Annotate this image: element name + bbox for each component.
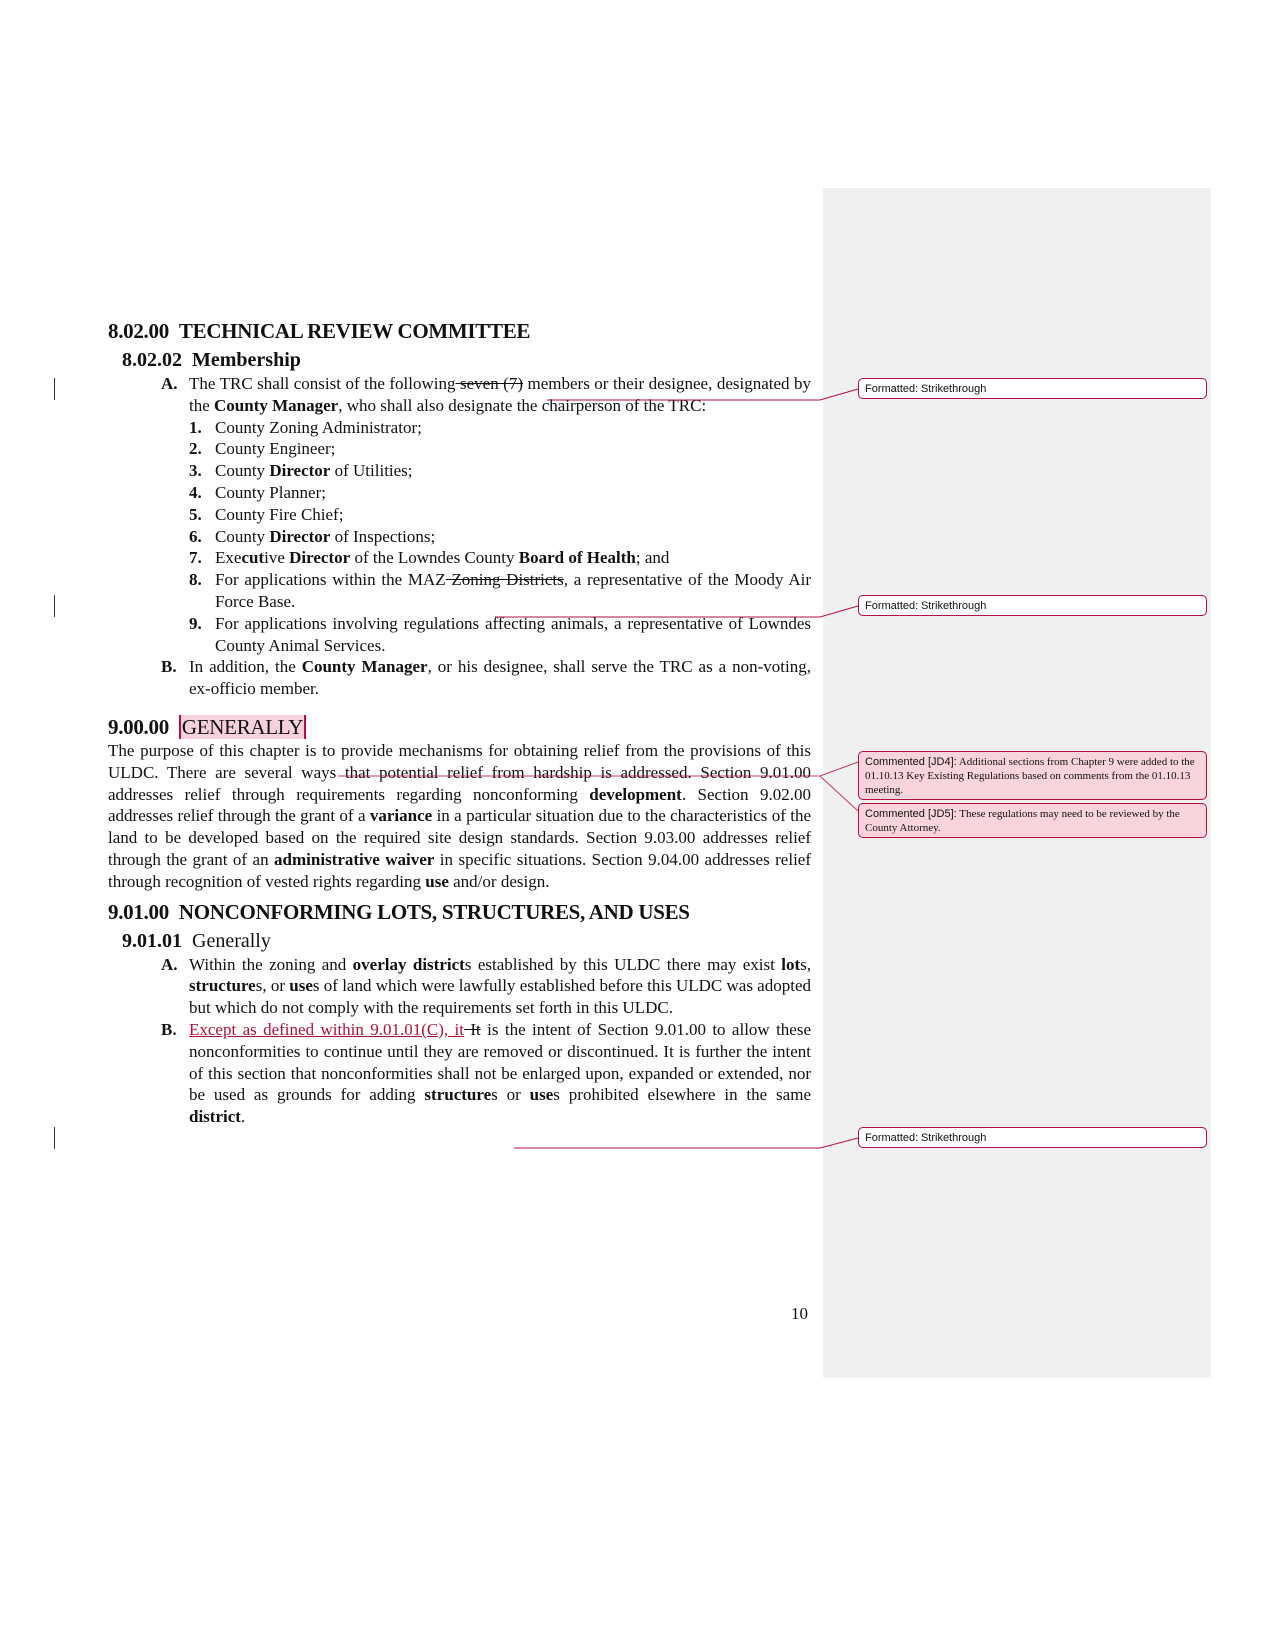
list-label: 2. [189,439,202,459]
list-item [189,438,811,460]
list-label: 6. [189,526,202,546]
section-heading [108,714,811,740]
text-run: , who shall also designate the chairperson of the TRC: [338,395,707,415]
text-run: . Section 9.02.00 addresses relief through the grant of a [108,784,811,826]
defined-term: use [529,1085,554,1105]
text-run: s, [800,954,812,974]
formatting-balloon[interactable] [858,378,1207,399]
paragraph [108,740,811,893]
text-run: s prohibited elsewhere in the same [553,1085,811,1105]
text-run: of the Lowndes County [350,548,519,568]
defined-term: Director [289,548,351,568]
list-item [161,1019,811,1128]
defined-term: development [589,784,682,804]
section-heading [122,928,811,954]
change-bar [54,1127,55,1149]
text-run: County Planner; [215,482,326,502]
list-label: 1. [189,417,202,437]
spacer [108,700,811,714]
list-item [189,460,811,482]
list-label: 7. [189,548,202,568]
text-run: County Fire Chief; [215,504,344,524]
comment-balloon-jd4[interactable] [858,751,1207,800]
balloon-tag: Formatted: [865,1132,919,1144]
text-run: . [240,1107,246,1127]
text-run: members or their designee, designated by the [189,374,811,415]
text-run: For applications within the MAZ [215,570,446,590]
list-label: A. [161,374,178,393]
text-run: , or his designee, shall serve the TRC as a non-voting, ex-officio member. [189,657,811,699]
comment-text: These regulations may need to be reviewed by the County Attorney. [865,808,1180,834]
section-heading [108,318,811,344]
deleted-text: Zoning Districts [445,570,564,590]
list-item [189,526,811,548]
deleted-text: It [464,1019,481,1039]
text-run: Exe [215,548,242,568]
comment-text: Additional sections from Chapter 9 were added to the 01.10.13 Key Existing Regulations based on comments from the 01.10.13 meeting. [865,756,1195,796]
list-label: 4. [189,482,202,502]
list-label: B. [161,657,177,677]
text-run: County Zoning Administrator; [215,417,422,437]
defined-term: variance [369,806,433,826]
section-heading [108,899,811,925]
text-run: is the intent of Section 9.01.00 to allow these nonconformities to continue until they are removed or discontinued. It is further the intent of this section that nonconformities shall not be enlarged upon, expanded or extended, nor be used as grounds for adding [189,1019,811,1105]
text-run: s, or [255,976,290,996]
section-heading [122,347,811,373]
text-run: and/or design. [448,871,550,891]
defined-term: Director [269,461,331,481]
list-label: A. [161,954,178,974]
change-bar [54,378,55,400]
defined-term: County Manager [214,395,339,415]
list-label: 5. [189,504,202,524]
section-title: TECHNICAL REVIEW COMMITTEE [178,319,531,343]
list-item [189,504,811,526]
text-run: The TRC shall consist of the following [189,374,456,393]
text-run: ive [264,548,290,568]
text-run: s or [491,1085,530,1105]
list-item [161,656,811,700]
defined-term: structure [424,1085,492,1105]
defined-term: overlay district [352,954,465,974]
section-number: 9.00.00 [108,714,169,739]
section-number: 8.02.00 [108,319,169,343]
list-item [189,417,811,439]
inserted-text: Except as defined within 9.01.01(C), it [189,1019,464,1039]
list-item [161,954,812,1019]
list-label: 9. [189,613,202,633]
text-run: in a particular situation due to the characteristics of the land to be developed based on the required site design standards. Section 9.03.00 addresses relief through the grant of an [108,806,812,869]
text-run: of Utilities; [330,461,413,481]
defined-term: lot [781,954,801,974]
defined-term: Board of Health [518,548,636,568]
defined-term: County Manager [301,657,428,677]
text-run: , a representative of the Moody Air Force Base. [215,570,811,611]
text-run: In addition, the [189,657,302,677]
defined-term: district [189,1107,241,1127]
defined-term: Director [269,526,331,546]
document-body [108,318,811,1128]
section-number: 8.02.02 [122,349,182,371]
text-run: in specific situations. Section 9.04.00 addresses relief through recognition of vested rights regarding [108,849,812,891]
section-number: 9.01.00 [108,899,169,924]
section-title: Generally [192,929,271,952]
balloon-text: Strikethrough [920,600,987,612]
text-run: s of land which were lawfully established before this ULDC was adopted but which do not comply with the requirements set forth in this ULDC. [189,976,811,1018]
balloon-tag: Formatted: [865,600,919,612]
defined-term: administrative waiver [274,849,435,869]
section-title: GENERALLY [179,715,306,739]
defined-term: structure [189,976,256,996]
text-run: County [215,526,270,546]
deleted-text: seven (7) [455,374,524,393]
text-run: Within the zoning and [189,954,353,974]
list-item [161,373,811,417]
comment-author-tag: Commented [JD5]: [865,808,957,820]
section-number: 9.01.01 [122,929,182,952]
list-item [189,547,811,569]
balloon-tag: Formatted: [865,383,919,395]
defined-term: use [289,976,313,996]
text-run: ; and [635,548,670,568]
text-run: For applications involving regulations affecting animals, a representative of Lowndes County Animal Services. [215,613,811,655]
formatting-balloon[interactable] [858,1127,1207,1148]
list-item [189,482,811,504]
text-run: County Engineer; [215,439,336,459]
list-label: 8. [189,570,202,590]
comment-author-tag: Commented [JD4]: [865,756,957,768]
text-run: The purpose of this chapter is to provide mechanisms for obtaining relief from the provisions of this ULDC. There are several ways that potential relief from hardship is addressed. Section 9.01.00 addresses relief through requirements regarding nonconforming [108,740,811,804]
defined-term: use [425,871,449,891]
section-title: Membership [192,349,301,371]
text-run: of Inspections; [330,526,436,546]
formatting-balloon[interactable] [858,595,1207,616]
list-label: 3. [189,461,202,481]
comment-balloon-jd5[interactable] [858,803,1207,838]
list-item [189,613,811,657]
section-title: NONCONFORMING LOTS, STRUCTURES, AND USES [178,899,690,924]
balloon-text: Strikethrough [920,383,987,395]
page-number: 10 [791,1304,808,1323]
text-run: s established by this ULDC there may exist [464,954,782,974]
text-run: County [215,461,270,481]
balloon-text: Strikethrough [920,1132,987,1144]
defined-term: cut [241,548,265,568]
list-item [189,569,811,613]
list-label: B. [161,1019,177,1039]
change-bar [54,595,55,617]
